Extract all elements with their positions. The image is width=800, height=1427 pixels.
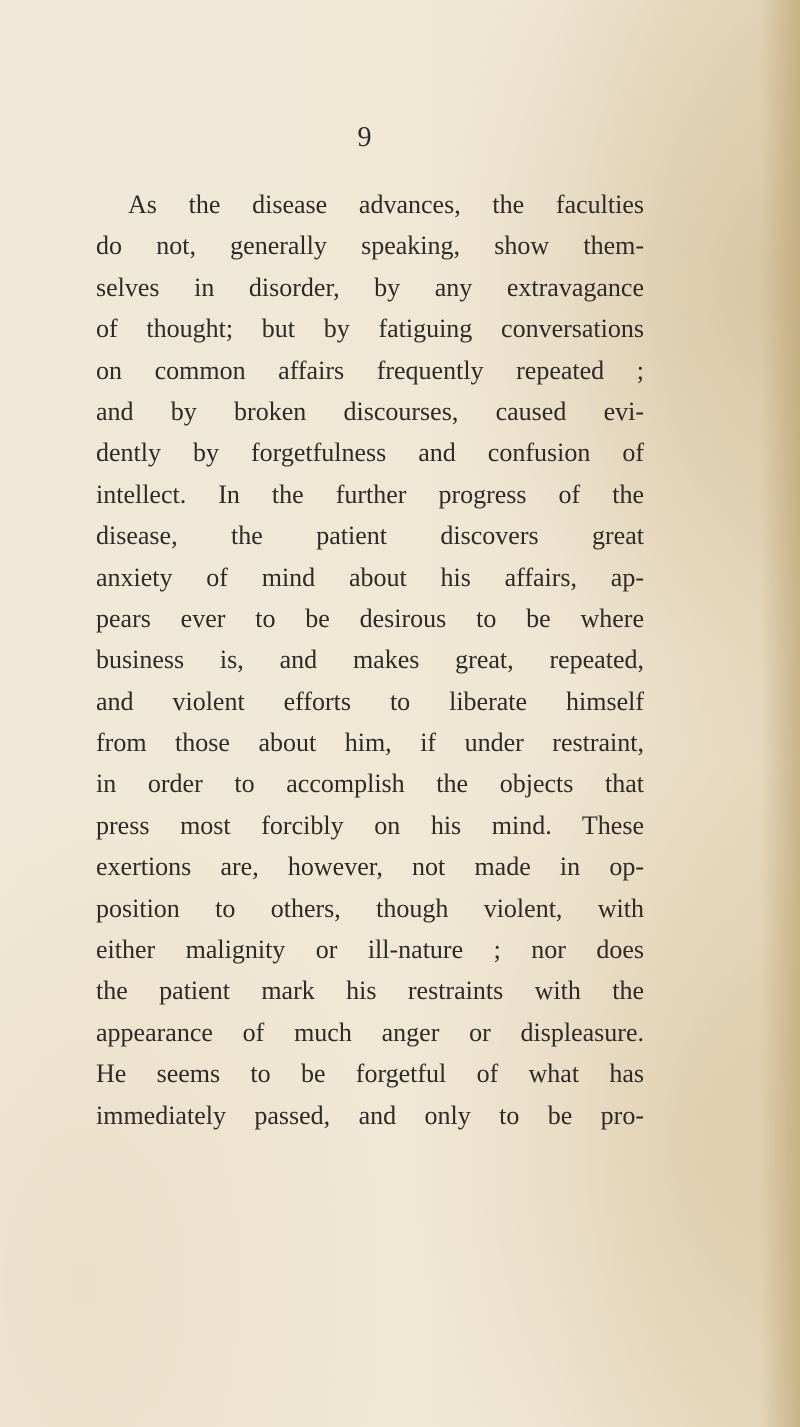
- text-line: and violent efforts to liberate himself: [96, 686, 644, 716]
- text-line: of thought; but by fatiguing conversations: [96, 314, 644, 344]
- page-number: 9: [357, 122, 373, 153]
- body-text: [96, 184, 644, 1136]
- text-line: do not, generally speaking, show them-: [96, 231, 644, 261]
- text-line: position to others, though violent, with: [96, 893, 644, 923]
- text-line: either malignity or ill-nature ; nor does: [96, 935, 644, 965]
- text-line: anxiety of mind about his affairs, ap-: [96, 562, 644, 592]
- text-line: He seems to be forgetful of what has: [96, 1059, 644, 1089]
- text-line: the patient mark his restraints with the: [96, 976, 644, 1006]
- text-line: appearance of much anger or displeasure.: [96, 1017, 644, 1047]
- text-line: disease, the patient discovers great: [96, 521, 644, 551]
- text-line: business is, and makes great, repeated,: [96, 645, 644, 675]
- text-line: in order to accomplish the objects that: [96, 769, 644, 799]
- text-line: exertions are, however, not made in op-: [96, 852, 644, 882]
- text-line: intellect. In the further progress of the: [96, 479, 644, 509]
- page-edge-shadow: [760, 0, 800, 1427]
- text-line: from those about him, if under restraint,: [96, 728, 644, 758]
- text-line: on common affairs frequently repeated ;: [96, 355, 644, 385]
- text-line: press most forcibly on his mind. These: [96, 810, 644, 840]
- text-line: immediately passed, and only to be pro-: [96, 1100, 644, 1130]
- text-line: dently by forgetfulness and confusion of: [96, 438, 644, 468]
- text-line: and by broken discourses, caused evi-: [96, 396, 644, 426]
- text-line: pears ever to be desirous to be where: [96, 603, 644, 633]
- text-line: As the disease advances, the faculties: [128, 190, 644, 219]
- text-line: selves in disorder, by any extravagance: [96, 272, 644, 302]
